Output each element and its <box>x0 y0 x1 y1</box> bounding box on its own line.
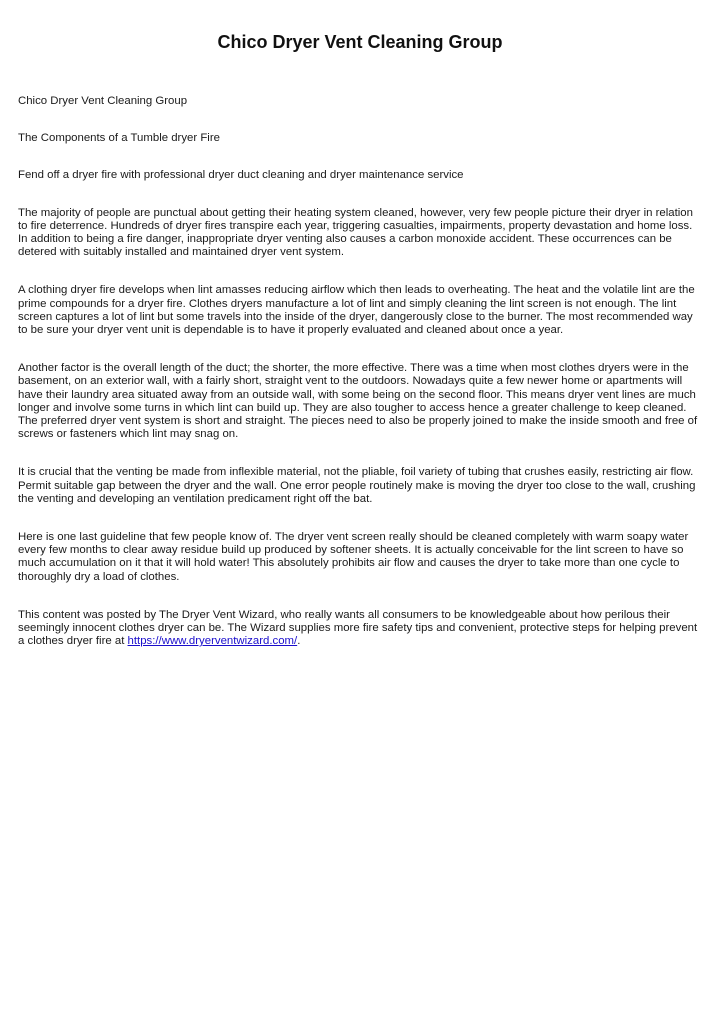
website-link[interactable]: https://www.dryerventwizard.com/ <box>127 635 298 648</box>
paragraph-closing <box>18 609 702 649</box>
document-body <box>18 95 702 648</box>
paragraph-duct-length: Another factor is the overall length of the duct; the shorter, the more effective. There was a time when most clothes dryers were in the basement, on an exterior wall, with a fairly short, straight vent to the outdoors. Nowadays quite a few newer home or apartments will have their laundry area situated away from an outside wall, with some being on the second floor. This means dryer vent lines are much longer and involve some turns in which lint can build up. They are also tougher to access hence a greater challenge to keep cleaned. The preferred dryer vent system is short and straight. The pieces need to also be properly joined to make the inside smooth and free of screws or fasteners which lint may snag on. <box>18 362 698 441</box>
paragraph-tagline: Fend off a dryer fire with professional dryer duct cleaning and dryer maintenance service <box>18 169 464 182</box>
closing-period: . <box>297 635 301 648</box>
document-title: Chico Dryer Vent Cleaning Group <box>217 32 503 52</box>
closing-text: This content was posted by The Dryer Vent Wizard, who really wants all consumers to be knowledgeable about how perilous their seemingly innocent clothes dryer can be. The Wizard supplies more fire safety tips and convenient, protective steps for helping prevent a clothes dryer fire at <box>18 608 698 648</box>
paragraph-lint-screen: Here is one last guideline that few people know of. The dryer vent screen really should be cleaned completely with warm soapy water every few months to clear away residue build up produced by softener sheets. It is actually conceivable for the lint screen to have so much accumulation on it that it will hold water! This absolutely prohibits air flow and causes the dryer to take more than one cycle to thoroughly dry a load of clothes. <box>18 531 689 583</box>
paragraph-venting-material: It is crucial that the venting be made from inflexible material, not the pliable, foil variety of tubing that crushes easily, restricting air flow. Permit suitable gap between the dryer and the wall. One error people routinely make is moving the dryer too close to the wall, crushing the venting and developing an ventilation predicament right off the bat. <box>18 466 696 505</box>
paragraph-heating-system: The majority of people are punctual about getting their heating system cleaned, however, very few people picture their dryer in relation to fire deterrence. Hundreds of dryer fires transpire each year, triggering casualties, impairments, property devastation and home loss. In addition to being a fire danger, inappropriate dryer venting also causes a carbon monoxide accident. These occurrences can be detered with suitably installed and maintained dryer vent system. <box>18 206 693 259</box>
paragraph-site-name: Chico Dryer Vent Cleaning Group <box>18 95 188 107</box>
paragraph-heading: The Components of a Tumble dryer Fire <box>18 132 220 145</box>
paragraph-lint-fire: A clothing dryer fire develops when lint amasses reducing airflow which then leads to overheating. The heat and the volatile lint are the prime compounds for a dryer fire. Clothes dryers manufacture a lot of lint and simply cleaning the lint screen is not enough. The lint screen captures a lot of lint but some travels into the inside of the dryer, dangerously close to the burner. The most recommended way to be sure your dryer vent unit is dependable is to have it properly evaluated and cleaned about once a year. <box>18 284 695 337</box>
